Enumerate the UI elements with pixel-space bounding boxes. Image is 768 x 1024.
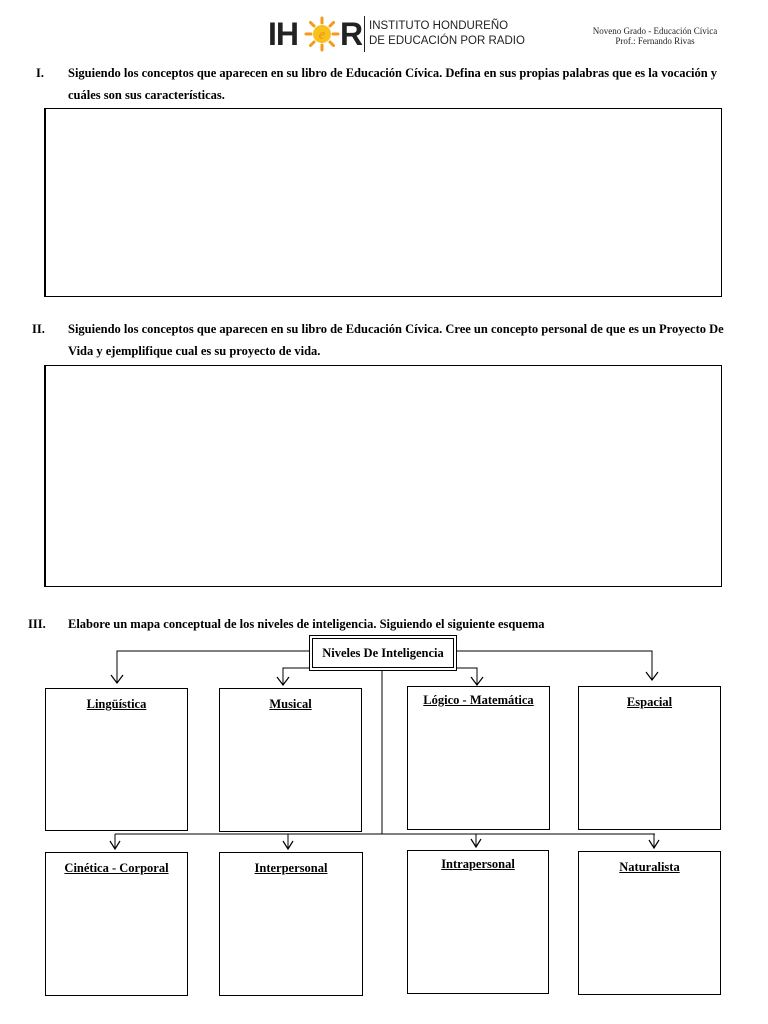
course-grade: Noveno Grado - Educación Cívica — [592, 26, 718, 36]
node-interpersonal[interactable] — [219, 852, 363, 996]
logo-letter-r: R — [340, 16, 364, 52]
concept-map-root: Niveles De Inteligencia — [312, 638, 454, 668]
question-text-line1: Siguiendo los conceptos que aparecen en su libro de Educación Cívica. Defina en sus propias palabras que es la vocación y — [68, 66, 718, 80]
institution-name-line2: DE EDUCACIÓN POR RADIO — [369, 35, 525, 47]
logo-letters-ih: IH — [268, 16, 298, 52]
node-label: Cinética - Corporal — [64, 861, 169, 875]
question-number: I. — [36, 66, 44, 80]
logo-letter-e: e — [318, 27, 326, 43]
question-text-line1: Siguiendo los conceptos que aparecen en su libro de Educación Cívica. Cree un concepto personal de que es un Proyecto De — [68, 322, 724, 336]
node-label: Lógico - Matemática — [423, 693, 534, 707]
node-linguistica[interactable] — [45, 688, 188, 831]
node-naturalista[interactable] — [578, 851, 721, 995]
course-teacher: Prof.: Fernando Rivas — [615, 36, 695, 46]
node-label: Lingüística — [86, 697, 147, 711]
node-label: Espacial — [626, 695, 673, 709]
node-cinetica-corporal[interactable] — [45, 852, 188, 996]
node-label: Musical — [269, 697, 312, 711]
node-intrapersonal[interactable] — [407, 850, 549, 994]
question-number: III. — [28, 617, 46, 631]
node-label: Naturalista — [619, 860, 680, 874]
node-label: Intrapersonal — [441, 857, 515, 871]
question-text-line1: Elabore un mapa conceptual de los niveles de inteligencia. Siguiendo el siguiente esquema — [68, 617, 545, 631]
node-espacial[interactable] — [578, 686, 721, 830]
node-label: Interpersonal — [254, 861, 328, 875]
node-musical[interactable] — [219, 688, 362, 832]
question-text-line2: cuáles son sus características. — [68, 88, 225, 102]
connector-musical — [283, 668, 312, 684]
connector-espacial — [452, 651, 652, 679]
question-number: II. — [32, 322, 45, 336]
institution-name-line1: INSTITUTO HONDUREÑO — [369, 20, 509, 32]
connector-logico — [452, 668, 477, 684]
node-logico-matematica[interactable] — [407, 686, 550, 830]
question-text-line2: Vida y ejemplifique cual es su proyecto de vida. — [68, 344, 321, 358]
